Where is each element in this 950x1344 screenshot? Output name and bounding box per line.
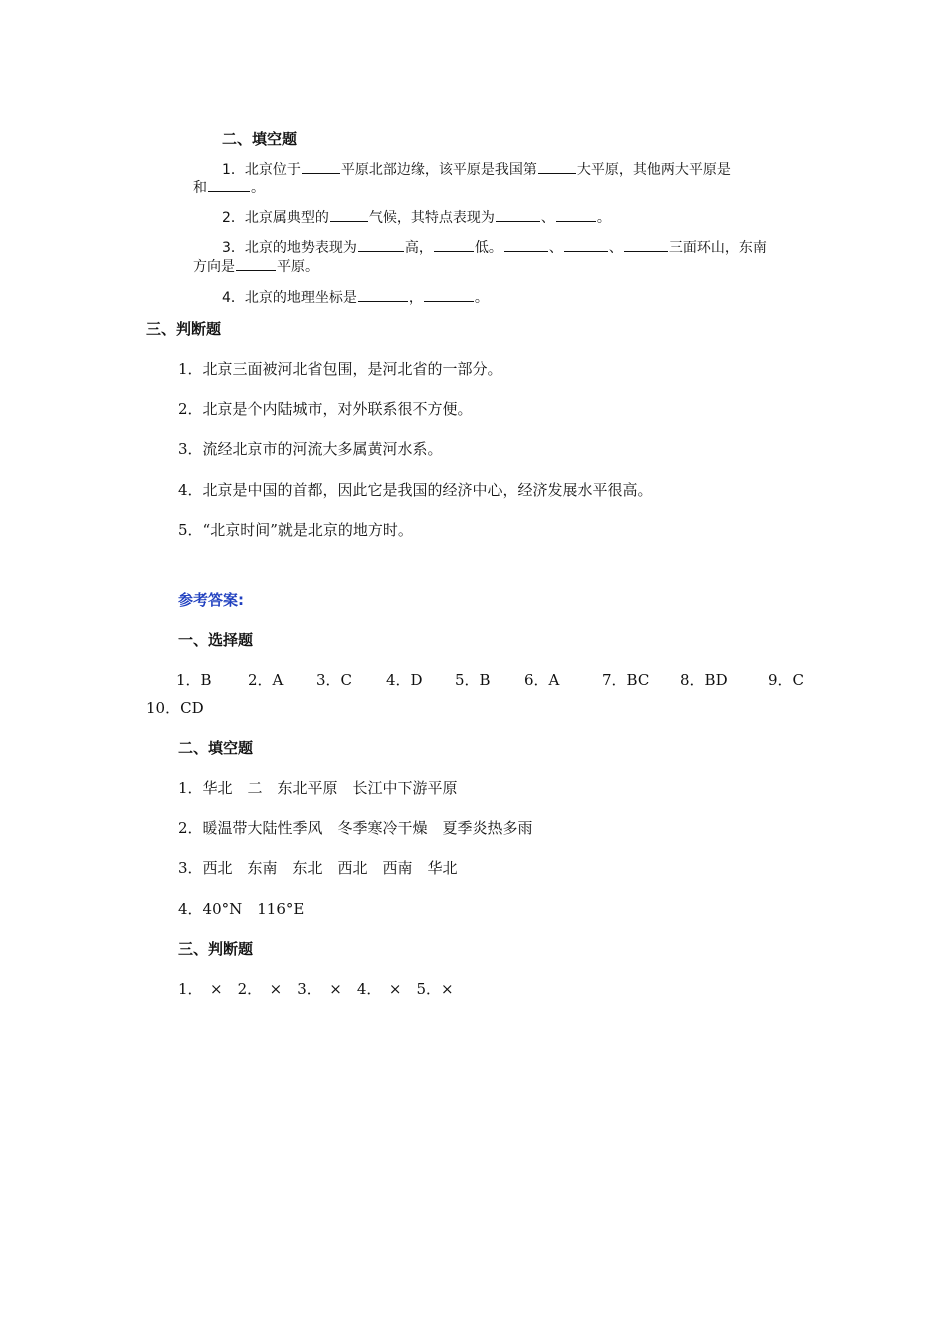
answer-blank[interactable]	[434, 237, 474, 252]
answer-blank[interactable]	[330, 207, 368, 222]
answer-blank[interactable]	[358, 237, 404, 252]
q1-text-d: 和	[193, 180, 207, 196]
answer-blank[interactable]	[358, 287, 408, 302]
answer-blank[interactable]	[424, 287, 474, 302]
q4-text-b: ，	[408, 290, 423, 306]
q3-text-a: 3．北京的地势表现为	[222, 240, 357, 256]
fill-answer-4: 4．40°N 116°E	[178, 900, 305, 918]
judge-item-2: 2．北京是个内陆城市，对外联系很不方便。	[178, 400, 473, 418]
q1-text-e: 。	[251, 180, 265, 196]
answer-blank[interactable]	[236, 256, 276, 271]
judge-item-5: 5．“北京时间”就是北京的地方时。	[178, 521, 413, 539]
fill-section-heading: 二、填空题	[222, 130, 298, 148]
judge-section-heading: 三、判断题	[146, 320, 222, 338]
fill-answer-2: 2．暖温带大陆性季风 冬季寒冷干燥 夏季炎热多雨	[178, 819, 533, 837]
q3-text-f: 三面环山，东南	[668, 240, 767, 256]
judge-item-3: 3．流经北京市的河流大多属黄河水系。	[178, 440, 443, 458]
choice-answer-6: 6．A	[524, 671, 560, 689]
answer-blank[interactable]	[556, 207, 596, 222]
answer-blank[interactable]	[564, 237, 608, 252]
q1-text-b: 平原北部边缘，该平原是我国第	[340, 162, 537, 178]
choice-answer-2: 2．A	[248, 671, 284, 689]
judge-answers-row: 1． × 2． × 3． × 4． × 5．×	[178, 980, 454, 998]
q1-text-a: 1．北京位于	[222, 162, 301, 178]
answers-fill-heading: 二、填空题	[178, 739, 254, 757]
judge-item-1: 1．北京三面被河北省包围，是河北省的一部分。	[178, 360, 503, 378]
fill-question-1	[222, 159, 731, 180]
fill-question-3	[222, 237, 767, 258]
q2-text-c: 、	[540, 210, 555, 226]
choice-answer-4: 4．D	[386, 671, 423, 689]
q3-text-d: 、	[548, 240, 563, 256]
fill-answer-1: 1．华北 二 东北平原 长江中下游平原	[178, 779, 458, 797]
q3-text-b: 高，	[404, 240, 433, 256]
answer-blank[interactable]	[538, 159, 576, 174]
answer-blank[interactable]	[302, 159, 340, 174]
judge-item-4: 4．北京是中国的首都，因此它是我国的经济中心，经济发展水平很高。	[178, 481, 653, 499]
choice-answer-1: 1．B	[176, 671, 212, 689]
fill-answer-3: 3．西北 东南 东北 西北 西南 华北	[178, 859, 458, 877]
answer-blank[interactable]	[496, 207, 540, 222]
fill-question-1-cont	[193, 177, 265, 198]
answer-blank[interactable]	[208, 177, 250, 192]
q2-text-b: 气候，其特点表现为	[368, 210, 495, 226]
answers-judge-heading: 三、判断题	[178, 940, 254, 958]
q4-text-c: 。	[474, 290, 489, 306]
q3-text-h: 平原。	[277, 259, 319, 275]
q4-text-a: 4．北京的地理坐标是	[222, 290, 357, 306]
fill-question-2	[222, 207, 611, 228]
choice-answer-8: 8．BD	[680, 671, 728, 689]
answers-title: 参考答案:	[178, 591, 244, 609]
fill-question-4	[222, 287, 489, 308]
choice-answer-5: 5．B	[455, 671, 491, 689]
answer-blank[interactable]	[624, 237, 668, 252]
q2-text-d: 。	[596, 210, 611, 226]
q2-text-a: 2．北京属典型的	[222, 210, 329, 226]
choice-answer-10: 10．CD	[146, 699, 204, 717]
q3-text-c: 低。	[474, 240, 503, 256]
q3-text-e: 、	[608, 240, 623, 256]
choice-answer-3: 3．C	[316, 671, 353, 689]
choice-answer-9: 9．C	[768, 671, 805, 689]
choice-answer-7: 7．BC	[602, 671, 650, 689]
answer-blank[interactable]	[504, 237, 548, 252]
q3-text-g: 方向是	[193, 259, 235, 275]
answers-choice-heading: 一、选择题	[178, 631, 254, 649]
fill-question-3-cont	[193, 256, 319, 277]
q1-text-c: 大平原，其他两大平原是	[576, 162, 731, 178]
